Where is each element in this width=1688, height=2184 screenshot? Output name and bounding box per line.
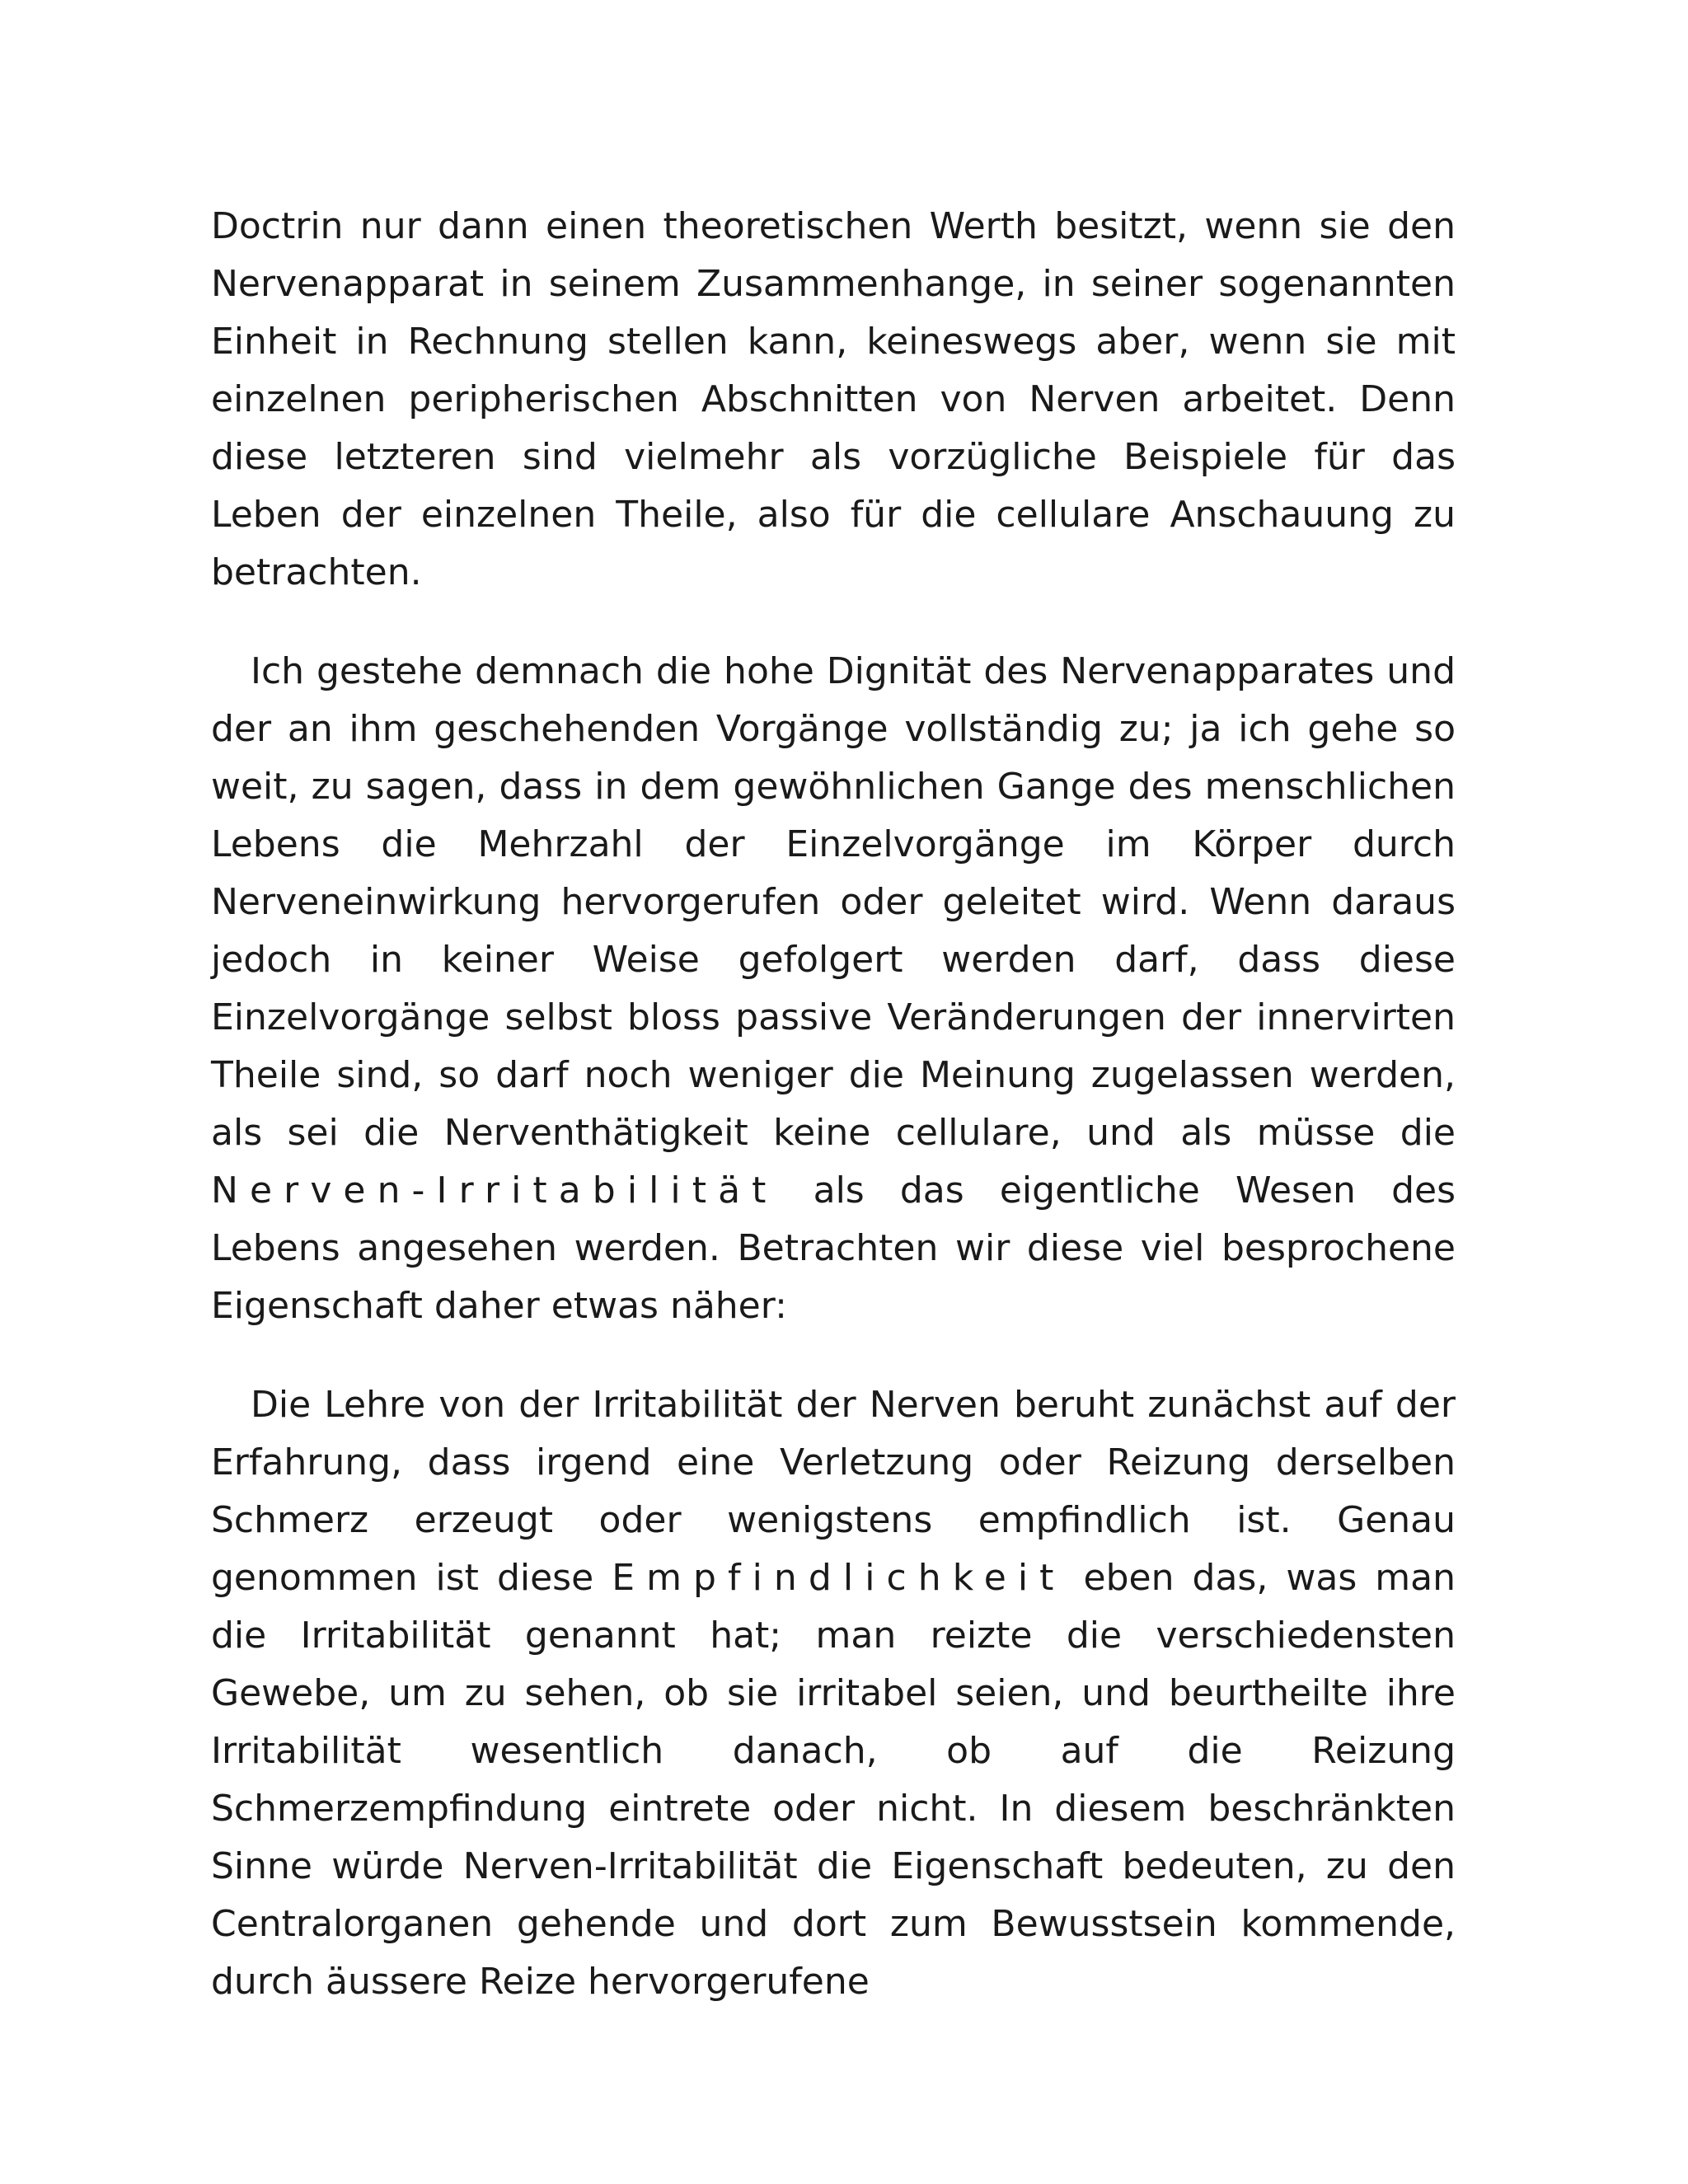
emphasized-term: Nerven-Irritabilität: [211, 1169, 778, 1212]
paragraph-1: [211, 198, 1456, 602]
paragraph-text: Ich gestehe demnach die hohe Dignität des Nervenapparates und der an ihm geschehenden Vorgänge vollständig zu; ja ich gehe so weit, zu sagen, dass in dem gewöhnlichen Gange des menschlichen Lebens die Mehrzahl der Einzelvorgänge im Körper durch Nerveneinwirkung hervorgerufen oder geleitet wird. Wenn daraus jedoch in keiner Weise gefolgert werden darf, dass diese Einzelvorgänge selbst bloss passive Veränderungen der innervirten Theile sind, so darf noch weniger die Meinung zugelassen werden, als sei die Nerventhätigkeit keine cellulare, und als müsse die: [211, 650, 1456, 1154]
paragraph-2: [211, 643, 1456, 1335]
paragraph-text: eben das, was man die Irritabilität genannt hat; man reizte die verschiedensten Gewebe, um zu sehen, ob sie irritabel seien, und beurtheilte ihre Irritabilität wesentlich danach, ob auf die Reizung Schmerzempfindung eintrete oder nicht. In diesem beschränkten Sinne würde Nerven-Irritabilität die Eigenschaft bedeuten, zu den Centralorganen gehende und dort zum Bewusstsein kommende, durch äussere Reize hervorgerufene: [211, 1557, 1456, 2003]
paragraph-text: Doctrin nur dann einen theoretischen Werth besitzt, wenn sie den Nervenapparat in seinem Zusammenhange, in seiner sogenannten Einheit in Rechnung stellen kann, keineswegs aber, wenn sie mit einzelnen peripherischen Abschnitten von Nerven arbeitet. Denn diese letzteren sind vielmehr als vorzügliche Beispiele für das Leben der einzelnen Theile, also für die cellulare Anschauung zu betrachten.: [211, 205, 1456, 593]
emphasized-term: Empfindlichkeit: [612, 1557, 1066, 1599]
paragraph-text: Die Lehre von der Irritabilität der Nerven beruht zunächst auf der Erfahrung, dass irgend eine Verletzung oder Reizung derselben Schmerz erzeugt oder wenigstens empfindlich ist. Genau genommen ist diese: [211, 1384, 1456, 1599]
paragraph-text: als das eigentliche Wesen des Lebens angesehen werden. Betrachten wir diese viel besprochene Eigenschaft daher etwas näher:: [211, 1169, 1456, 1327]
paragraph-3: [211, 1376, 1456, 2011]
page-body: [211, 198, 1456, 2052]
